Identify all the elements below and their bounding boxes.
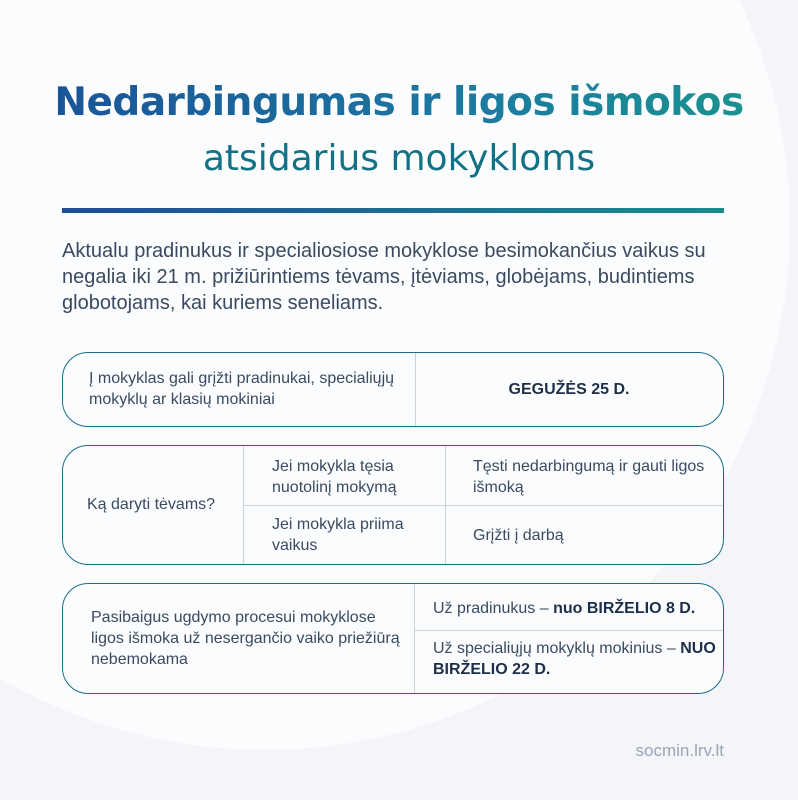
primary-label: Už pradinukus – bbox=[433, 600, 549, 617]
return-date: GEGUŽĖS 25 D. bbox=[508, 380, 630, 398]
case-school-accepts: Jei mokykla priima vaikus bbox=[272, 516, 404, 554]
intro-text: Aktualu pradinukus ir specialiosiose mokyklose besimokančius vaikus su negalia iki 21 m. prižiūrintiems tėvams, įtėviams, globėjams, budintiems globotojams, kai kuriems seneliams. bbox=[62, 240, 706, 314]
benefit-end-description: Pasibaigus ugdymo procesui mokyklose ligos išmoka už nesergančio vaiko priežiūrą nebemokama bbox=[91, 608, 400, 668]
divider bbox=[414, 630, 723, 631]
info-box-return-date bbox=[62, 352, 724, 427]
special-label: Už specialiųjų mokyklų mokinius – bbox=[433, 640, 676, 657]
info-box-parents bbox=[62, 445, 724, 565]
title-line-2: atsidarius mokykloms bbox=[202, 138, 596, 179]
benefit-end-primary bbox=[433, 588, 723, 628]
action-return-to-work: Grįžti į darbą bbox=[473, 526, 564, 544]
title-line-1: Nedarbingumas ir ligos išmokos bbox=[0, 80, 798, 125]
divider bbox=[414, 584, 415, 693]
case-remote-learning: Jei mokykla tęsia nuotolinį mokymą bbox=[272, 458, 397, 496]
parents-question: Ką daryti tėvams? bbox=[87, 496, 216, 513]
info-box-benefit-end bbox=[62, 583, 724, 694]
title-divider bbox=[62, 208, 724, 213]
primary-date: nuo BIRŽELIO 8 D. bbox=[553, 600, 696, 617]
special-date: NUO BIRŽELIO 22 D. bbox=[433, 640, 716, 678]
action-continue-sick-leave: Tęsti nedarbingumą ir gauti ligos išmoką bbox=[473, 458, 705, 496]
footer-url: socmin.lrv.lt bbox=[635, 741, 724, 760]
return-description: Į mokyklas gali grįžti pradinukai, specialiųjų mokyklų ar klasių mokiniai bbox=[89, 370, 395, 408]
benefit-end-special bbox=[433, 638, 723, 688]
divider bbox=[243, 505, 723, 506]
